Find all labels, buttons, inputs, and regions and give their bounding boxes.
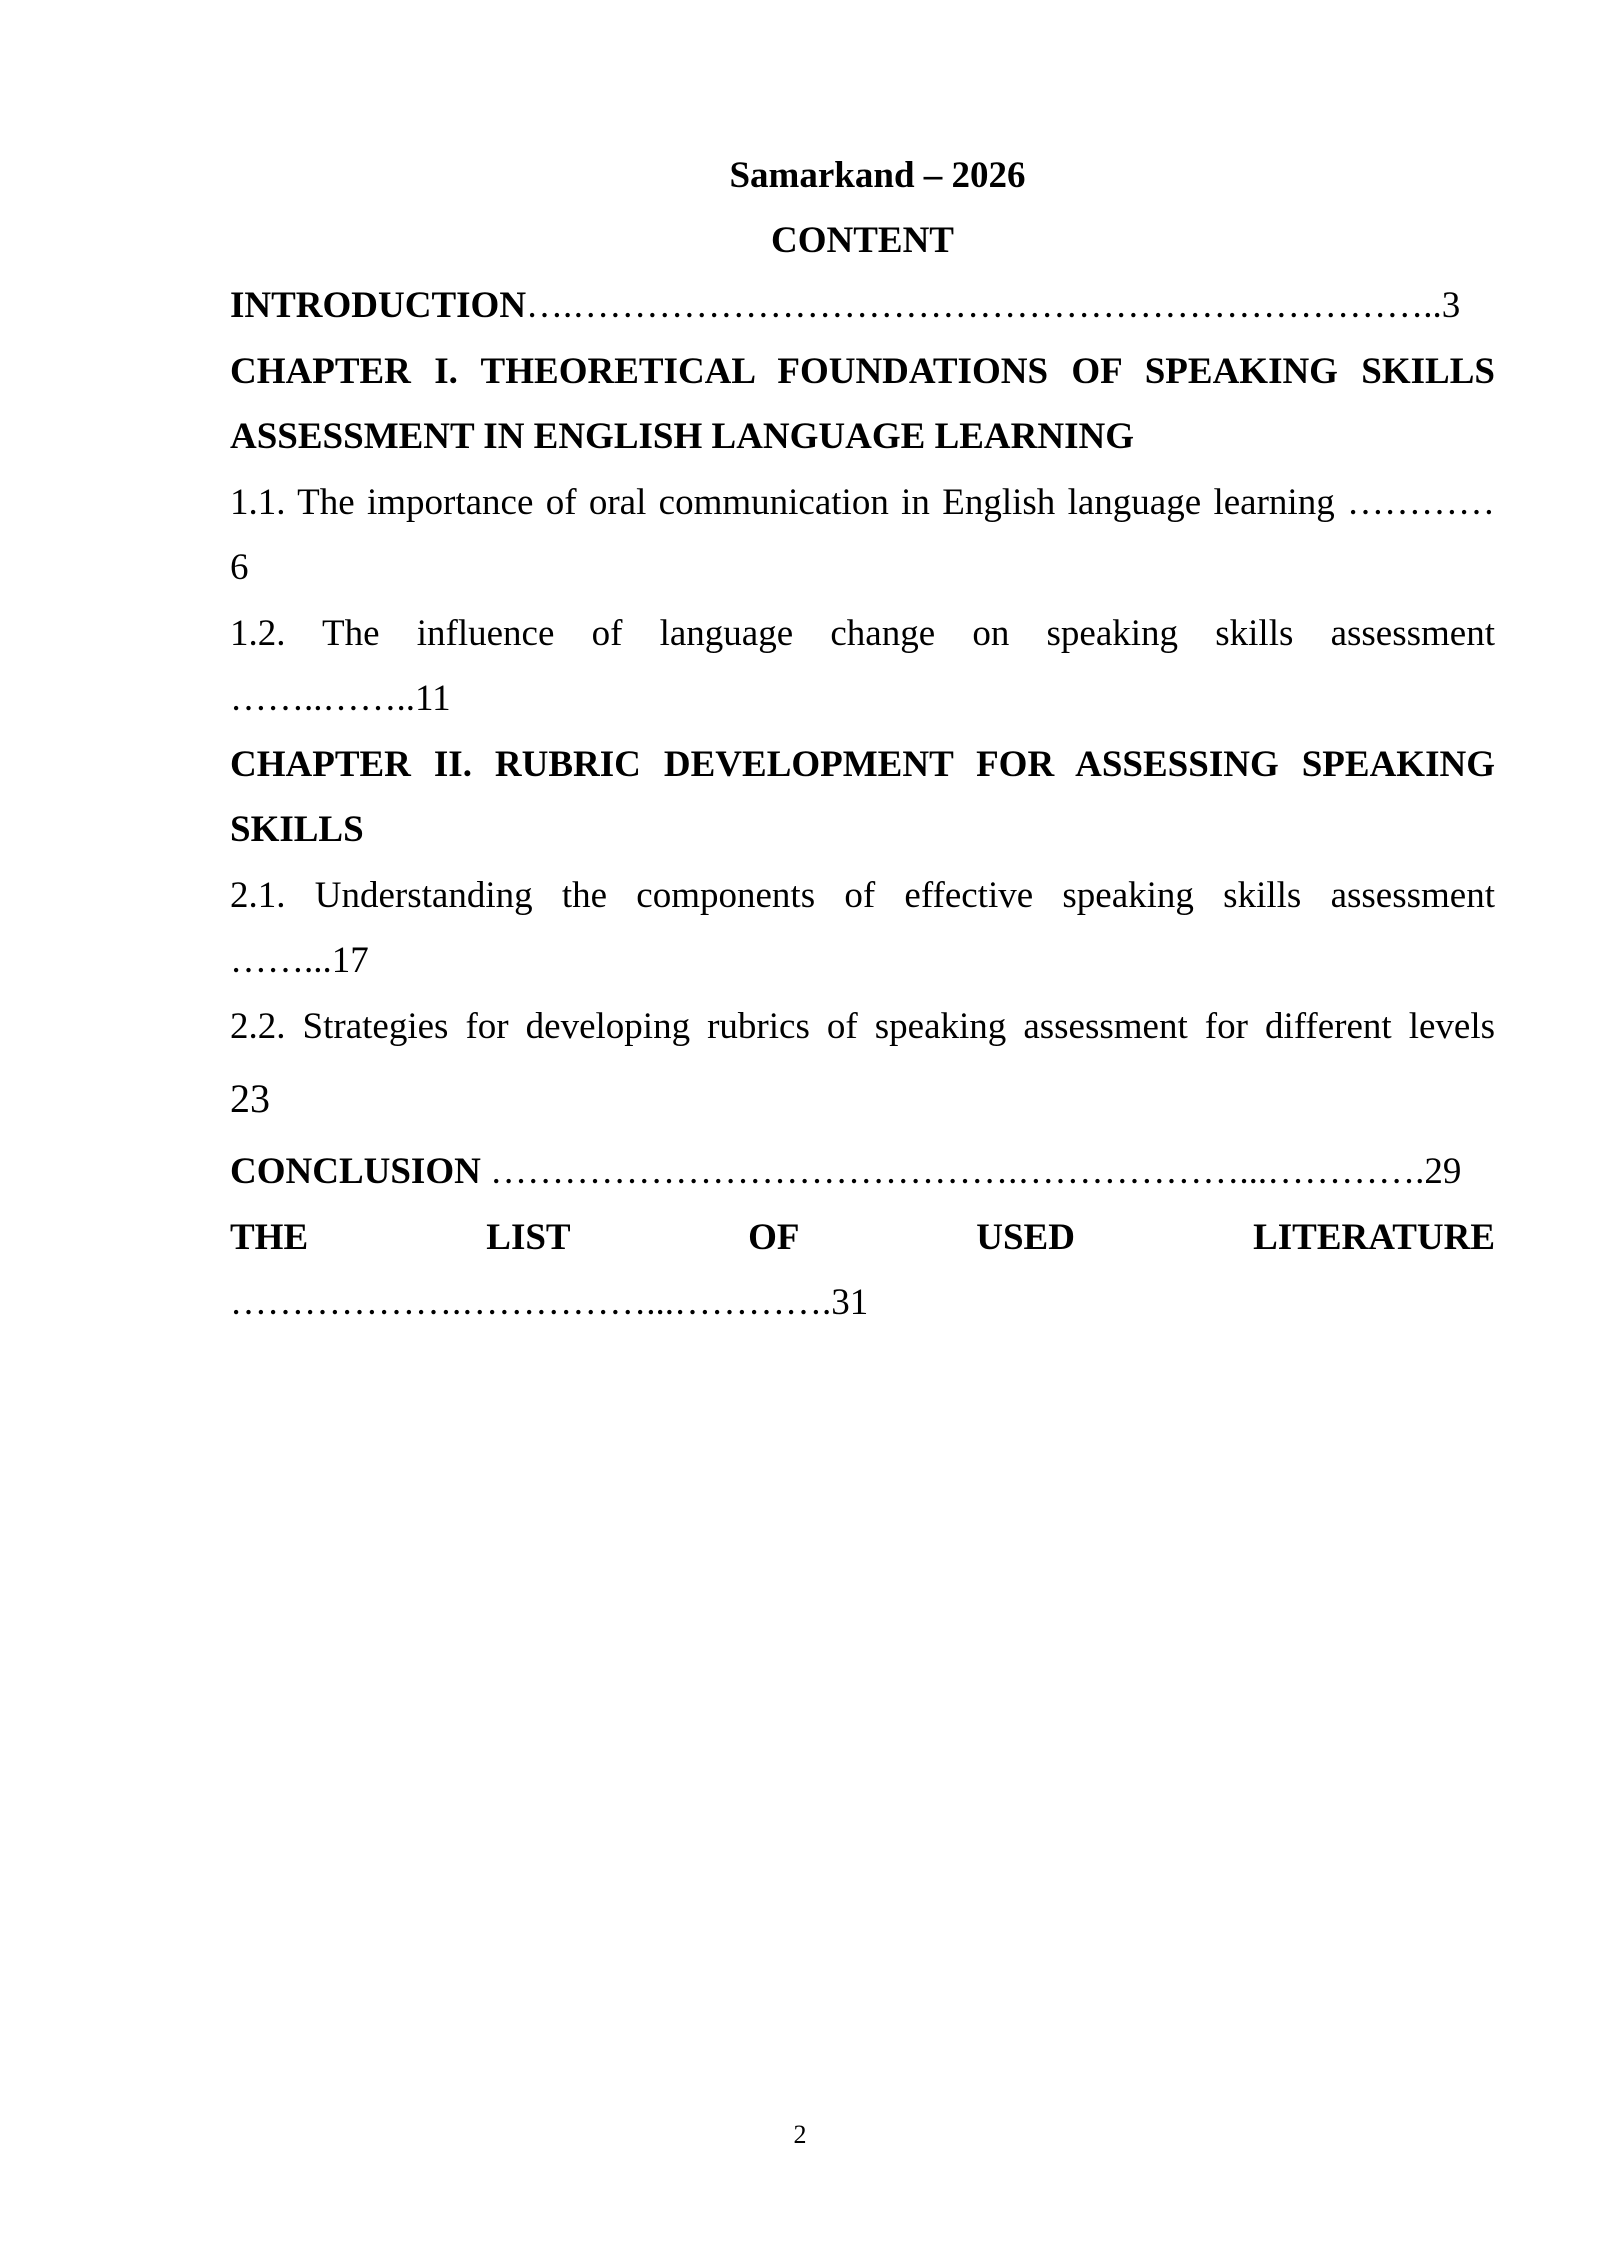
toc-chapter2-line1[interactable]: CHAPTER II. RUBRIC DEVELOPMENT FOR ASSESSING SPEAKING (230, 743, 1495, 785)
toc-introduction[interactable] (230, 273, 1495, 339)
toc-section-1-1-page: 6 (230, 547, 249, 588)
toc-conclusion-dots: …………………………………….………………...…………. (480, 1151, 1425, 1192)
content-title: CONTENT (771, 220, 954, 261)
toc-section-2-2-line1[interactable]: 2.2. Strategies for developing rubrics of speaking assessment for different levels (230, 1005, 1495, 1047)
toc-conclusion-label: CONCLUSION (230, 1151, 481, 1192)
toc-introduction-label: INTRODUCTION (230, 285, 527, 326)
toc-section-1-1-line1[interactable]: 1.1. The importance of oral communication in English language learning ………… (230, 481, 1495, 523)
document-page (230, 143, 1495, 1336)
table-of-contents (230, 273, 1495, 1336)
toc-chapter1-line1[interactable]: CHAPTER I. THEORETICAL FOUNDATIONS OF SPEAKING SKILLS (230, 350, 1495, 392)
toc-section-2-2-page: 23 (230, 1076, 270, 1121)
toc-introduction-page: 3 (1441, 285, 1461, 326)
toc-introduction-dots: ….…………………………………………………………….. (526, 285, 1442, 326)
toc-section-1-2-page: ……..……..11 (230, 678, 451, 719)
page-number: 2 (793, 2120, 807, 2149)
toc-section-2-1-line1[interactable]: 2.1. Understanding the components of effective speaking skills assessment (230, 874, 1495, 916)
toc-conclusion-page: 29 (1424, 1151, 1462, 1192)
toc-chapter1-line2[interactable]: ASSESSMENT IN ENGLISH LANGUAGE LEARNING (230, 416, 1134, 457)
toc-chapter2-line2[interactable]: SKILLS (230, 809, 364, 850)
toc-conclusion[interactable] (230, 1139, 1495, 1205)
city-year-heading: Samarkand – 2026 (729, 155, 1026, 196)
toc-section-2-1-page: ……...17 (230, 940, 369, 981)
toc-literature-page: ……………….……………...………….31 (230, 1282, 869, 1323)
toc-literature-line1[interactable]: THE LIST OF USED LITERATURE (230, 1216, 1495, 1258)
toc-section-1-2-line1[interactable]: 1.2. The influence of language change on speaking skills assessment (230, 612, 1495, 654)
